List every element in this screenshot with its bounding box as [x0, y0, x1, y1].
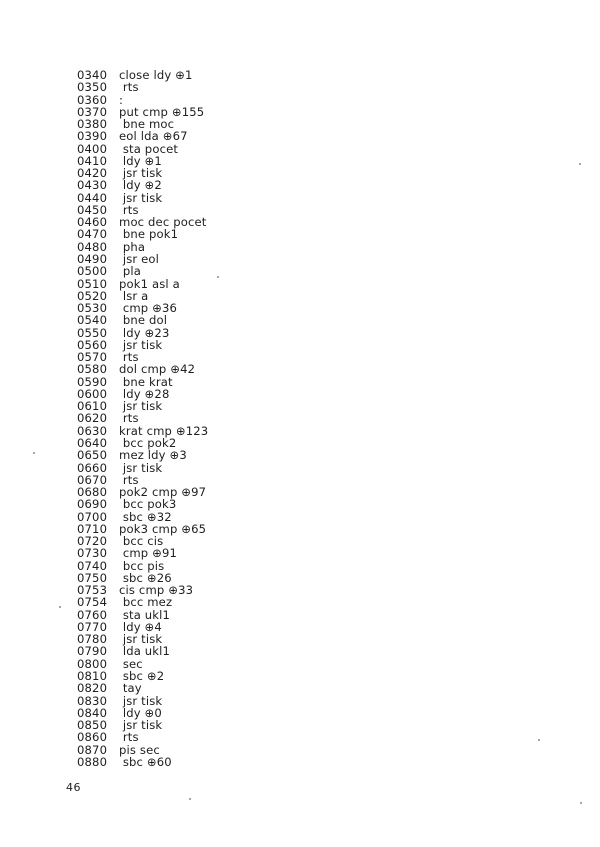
line-number: 0480 — [77, 239, 108, 254]
line-number: 0754 — [77, 595, 108, 610]
line-number: 0730 — [77, 546, 108, 561]
line-code: jsr tisk — [119, 460, 163, 475]
line-code: sbc ⊕26 — [119, 570, 172, 585]
line-code: rts — [119, 411, 139, 426]
line-number: 0840 — [77, 705, 108, 720]
line-code: ldy ⊕1 — [119, 153, 162, 168]
line-code: sbc ⊕60 — [119, 754, 172, 769]
line-code: pok3 cmp ⊕65 — [119, 521, 207, 536]
line-number: 0780 — [77, 632, 108, 647]
line-code: bcc cis — [119, 534, 164, 549]
line-number: 0740 — [77, 558, 108, 573]
line-code: pla — [119, 264, 141, 279]
line-number: 0750 — [77, 570, 108, 585]
line-code: lda ukl1 — [119, 644, 171, 659]
line-number: 0440 — [77, 190, 108, 205]
scan-speck — [579, 163, 581, 165]
scan-speck — [217, 276, 219, 278]
line-number: 0670 — [77, 472, 108, 487]
code-line — [77, 756, 208, 768]
line-number: 0600 — [77, 386, 108, 401]
line-code: jsr tisk — [119, 166, 163, 181]
scan-speck — [189, 798, 191, 800]
line-number: 0710 — [77, 521, 108, 536]
line-code: cmp ⊕36 — [119, 301, 178, 316]
line-number: 0680 — [77, 485, 108, 500]
line-number: 0630 — [77, 423, 108, 438]
line-code: jsr tisk — [119, 337, 163, 352]
scan-speck — [59, 606, 61, 608]
line-code: bcc pok2 — [119, 435, 177, 450]
line-number: 0470 — [77, 227, 108, 242]
line-number: 0720 — [77, 534, 108, 549]
line-code: pha — [119, 239, 146, 254]
line-number: 0660 — [77, 460, 108, 475]
line-code: jsr tisk — [119, 190, 163, 205]
page-number: 46 — [66, 781, 81, 794]
line-code: : — [119, 92, 124, 107]
line-code: jsr tisk — [119, 399, 163, 414]
line-number: 0820 — [77, 681, 108, 696]
line-code: dol cmp ⊕42 — [119, 362, 196, 377]
line-code: rts — [119, 80, 139, 95]
line-code: pok1 asl a — [119, 276, 180, 291]
line-code: rts — [119, 202, 139, 217]
line-code: pis sec — [119, 742, 160, 757]
scan-speck — [33, 452, 35, 454]
line-number: 0850 — [77, 718, 108, 733]
line-code: bne krat — [119, 374, 173, 389]
line-code: ldy ⊕28 — [119, 386, 170, 401]
line-number: 0580 — [77, 362, 108, 377]
line-code: sta ukl1 — [119, 607, 171, 622]
line-number: 0753 — [77, 583, 108, 598]
line-code: ldy ⊕2 — [119, 178, 162, 193]
line-number: 0390 — [77, 129, 108, 144]
line-code: krat cmp ⊕123 — [119, 423, 209, 438]
line-number: 0870 — [77, 742, 108, 757]
line-number: 0620 — [77, 411, 108, 426]
line-number: 0410 — [77, 153, 108, 168]
line-code: jsr eol — [119, 251, 160, 266]
line-number: 0490 — [77, 251, 108, 266]
line-number: 0770 — [77, 619, 108, 634]
line-number: 0700 — [77, 509, 108, 524]
line-number: 0610 — [77, 399, 108, 414]
line-code: ldy ⊕4 — [119, 619, 162, 634]
line-code: jsr tisk — [119, 693, 163, 708]
line-code: rts — [119, 350, 139, 365]
line-number: 0460 — [77, 215, 108, 230]
line-number: 0860 — [77, 730, 108, 745]
line-code: tay — [119, 681, 142, 696]
line-code: pok2 cmp ⊕97 — [119, 485, 207, 500]
line-number: 0340 — [77, 68, 108, 82]
line-code: jsr tisk — [119, 718, 163, 733]
line-code: bne moc — [119, 117, 175, 132]
line-number: 0540 — [77, 313, 108, 328]
line-code: sbc ⊕2 — [119, 669, 165, 684]
line-code: sec — [119, 656, 143, 671]
line-code: moc dec pocet — [119, 215, 207, 230]
line-number: 0760 — [77, 607, 108, 622]
line-number: 0430 — [77, 178, 108, 193]
line-code: sbc ⊕32 — [119, 509, 172, 524]
line-code: rts — [119, 472, 139, 487]
line-number: 0370 — [77, 104, 108, 119]
line-number: 0420 — [77, 166, 108, 181]
line-number: 0790 — [77, 644, 108, 659]
line-code: put cmp ⊕155 — [119, 104, 205, 119]
line-number: 0800 — [77, 656, 108, 671]
line-code: bne pok1 — [119, 227, 179, 242]
code-listing — [77, 69, 208, 768]
line-code: jsr tisk — [119, 632, 163, 647]
line-code: rts — [119, 730, 139, 745]
scan-speck — [580, 802, 582, 804]
line-number: 0500 — [77, 264, 108, 279]
line-code: ldy ⊕0 — [119, 705, 162, 720]
line-number: 0380 — [77, 117, 108, 132]
line-code: bcc pok3 — [119, 497, 177, 512]
scan-speck — [538, 739, 540, 741]
line-number: 0810 — [77, 669, 108, 684]
line-code: cmp ⊕91 — [119, 546, 178, 561]
line-number: 0510 — [77, 276, 108, 291]
code-line — [77, 462, 208, 474]
line-code: sta pocet — [119, 141, 179, 156]
line-code: mez ldy ⊕3 — [119, 448, 187, 463]
line-number: 0880 — [77, 754, 108, 769]
line-code: bcc mez — [119, 595, 173, 610]
line-code: eol lda ⊕67 — [119, 129, 188, 144]
line-number: 0690 — [77, 497, 108, 512]
line-number: 0830 — [77, 693, 108, 708]
line-number: 0640 — [77, 435, 108, 450]
line-code: cis cmp ⊕33 — [119, 583, 194, 598]
line-number: 0520 — [77, 288, 108, 303]
line-code: lsr a — [119, 288, 149, 303]
line-number: 0400 — [77, 141, 108, 156]
line-number: 0530 — [77, 301, 108, 316]
line-number: 0590 — [77, 374, 108, 389]
line-code: close ldy ⊕1 — [119, 68, 193, 82]
line-code: bne dol — [119, 313, 168, 328]
line-number: 0550 — [77, 325, 108, 340]
line-number: 0350 — [77, 80, 108, 95]
line-code: bcc pis — [119, 558, 165, 573]
line-number: 0560 — [77, 337, 108, 352]
line-number: 0570 — [77, 350, 108, 365]
line-code: ldy ⊕23 — [119, 325, 170, 340]
code-line — [77, 81, 208, 93]
line-number: 0650 — [77, 448, 108, 463]
line-number: 0360 — [77, 92, 108, 107]
line-number: 0450 — [77, 202, 108, 217]
